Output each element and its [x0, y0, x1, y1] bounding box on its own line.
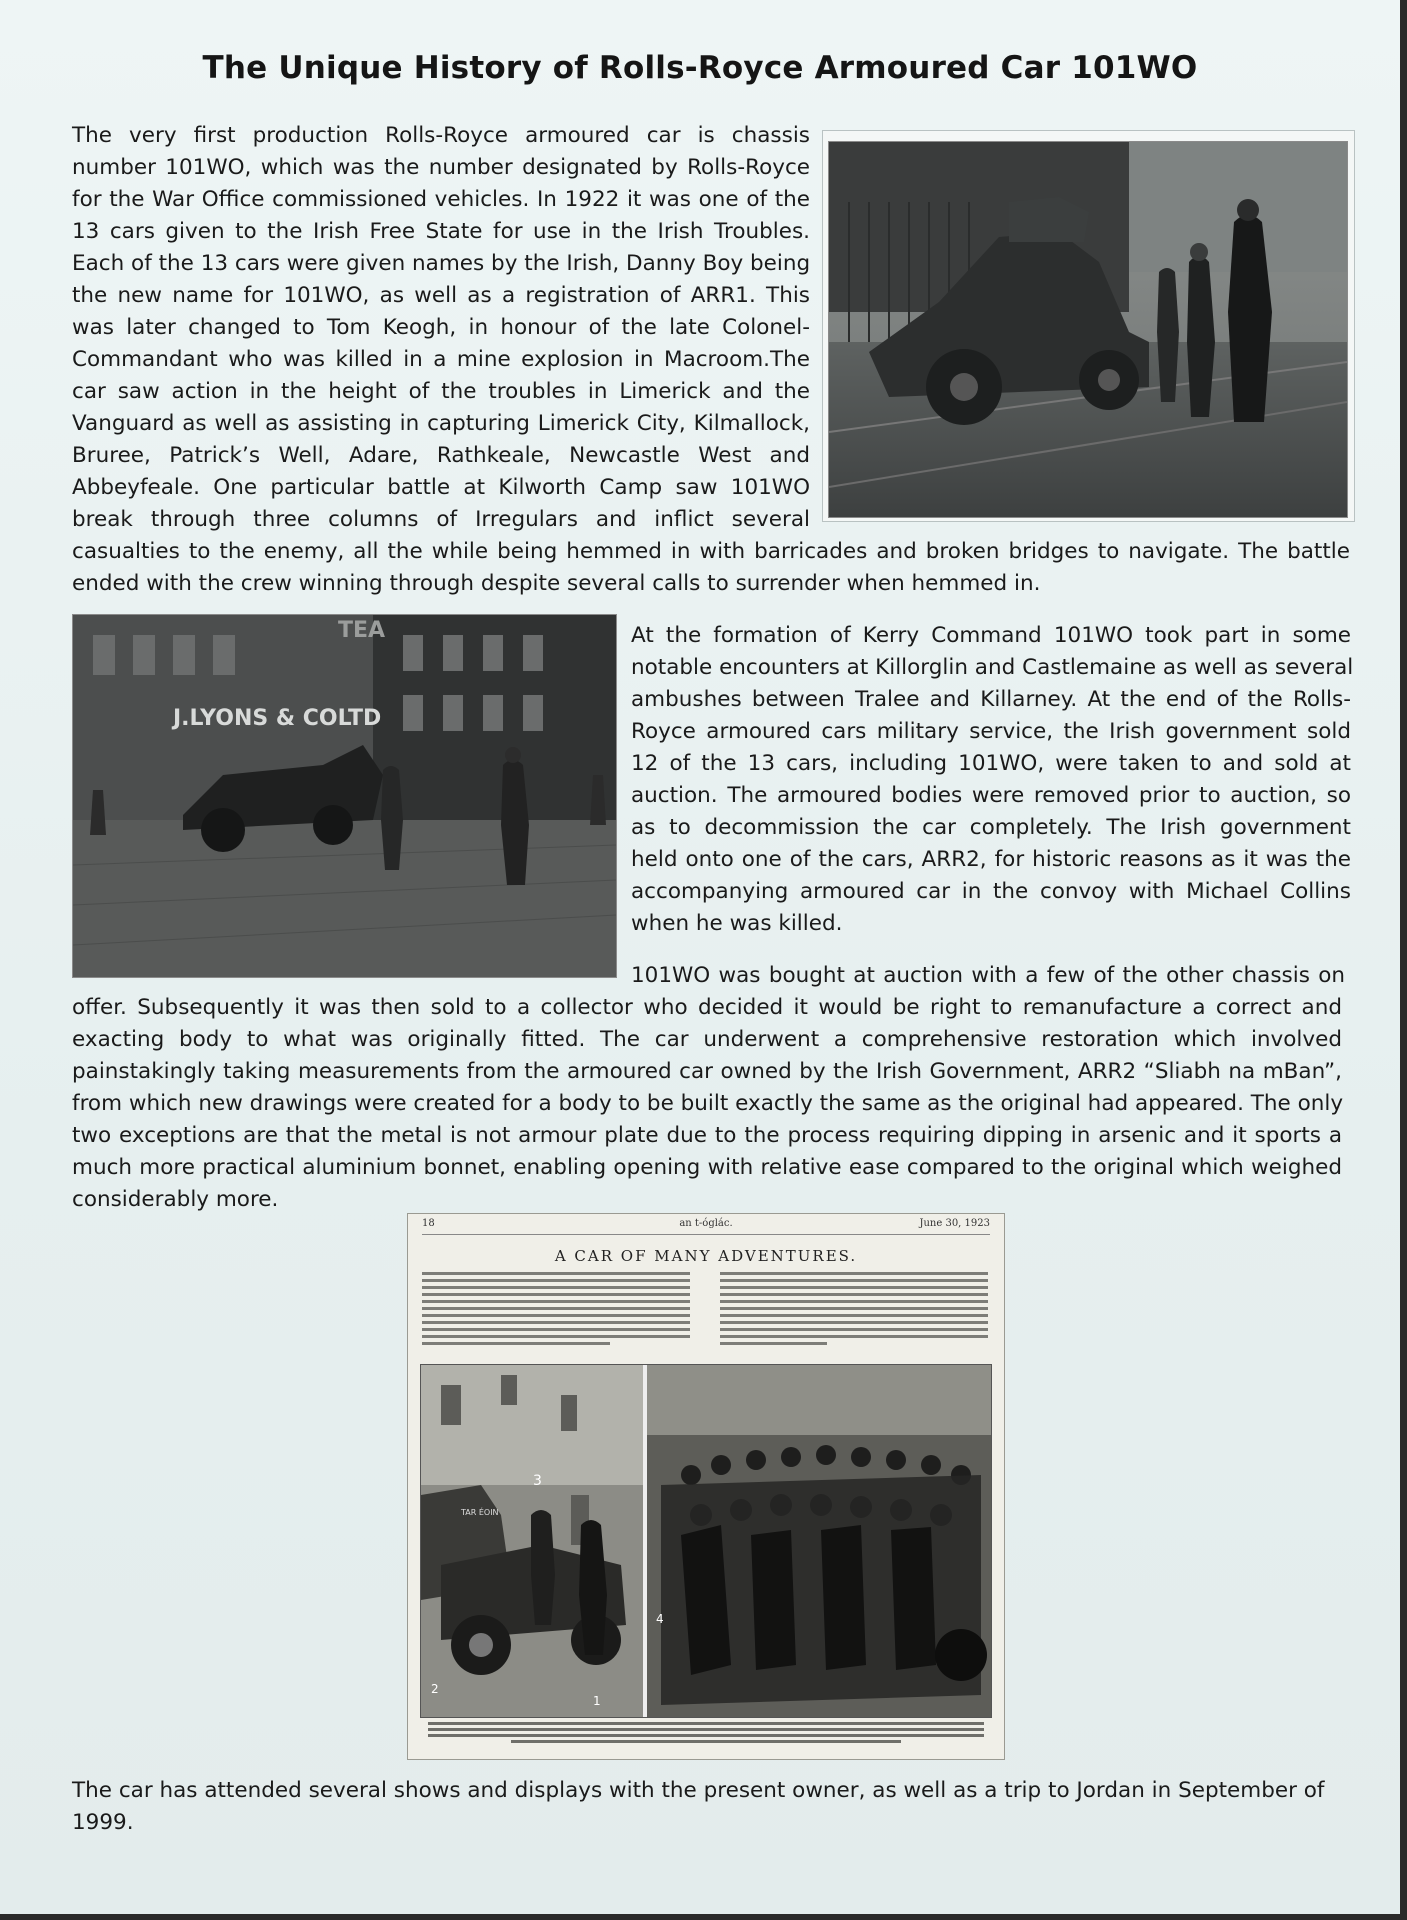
text-line: At the formation of Kerry Command 101WO took part in some	[631, 623, 1351, 648]
section2-text	[631, 620, 1354, 940]
text-line: Each of the 13 cars were given names by the Irish, Danny Boy being	[72, 251, 811, 276]
text-line: ambushes between Tralee and Killarney. At the end of the Rolls-	[631, 687, 1351, 712]
text-line: as to decommission the car completely. The Irish government	[631, 815, 1351, 840]
text-line: break through three columns of Irregulars and inflict several	[72, 507, 810, 532]
section3-first-line	[631, 960, 1345, 992]
car-label: TAR ÉOIN	[461, 1508, 499, 1517]
newspaper-photo-image	[421, 1365, 991, 1717]
text-line: car saw action in the height of the troubles in Limerick and the	[72, 379, 810, 404]
marker-1: 1	[593, 1694, 601, 1708]
text-line: Royce armoured cars military service, the Irish government sold	[631, 719, 1351, 744]
text-line: 13 cars given to the Irish Free State for use in the Irish Troubles.	[72, 219, 810, 244]
newspaper-headline: A CAR OF MANY ADVENTURES.	[554, 1247, 858, 1265]
marker-2: 2	[431, 1682, 439, 1696]
text-line: ended with the crew winning through despite several calls to surrender when hemmed in.	[72, 571, 1041, 596]
photo2-image	[73, 615, 616, 977]
newspaper-clipping	[407, 1213, 1005, 1760]
text-line: when he was killed.	[631, 911, 843, 936]
newspaper-header	[422, 1218, 990, 1232]
text-line: casualties to the enemy, all the while being hemmed in with barricades and broken bridges to navigate. The battle	[72, 539, 1350, 564]
text-line: was later changed to Tom Keogh, in honour of the late Colonel-	[72, 315, 810, 340]
marker-3: 3	[533, 1473, 542, 1489]
text-line: Abbeyfeale. One particular battle at Kilworth Camp saw 101WO	[72, 475, 810, 500]
text-line: from which new drawings were created for a body to be built exactly the same as the original had appeared. The only	[72, 1091, 1344, 1116]
text-line: painstakingly taking measurements from the armoured car owned by the Irish Government, ARR2 “Sliabh na mBan”,	[72, 1059, 1342, 1084]
text-line: Commandant who was killed in a mine explosion in Macroom.The	[72, 347, 810, 372]
marker-4: 4	[656, 1612, 664, 1626]
photo-lyons-street	[72, 614, 617, 978]
section3-text	[72, 992, 1342, 1216]
text-line: the new name for 101WO, as well as a registration of ARR1. This	[72, 283, 810, 308]
text-line: exacting body to what was originally fitted. The car underwent a comprehensive restoration which involved	[72, 1027, 1342, 1052]
text-line: number 101WO, which was the number designated by Rolls-Royce	[72, 155, 810, 180]
text-line: considerably more.	[72, 1187, 279, 1212]
sign-tea: TEA	[338, 618, 386, 643]
newspaper-page-number: 18	[422, 1218, 435, 1229]
newspaper-date: June 30, 1923	[919, 1218, 990, 1229]
photo1-image	[829, 142, 1347, 517]
text-line: two exceptions are that the metal is not armour plate due to the process requiring dipping in arsenic and it sports a	[72, 1123, 1342, 1148]
newspaper-column-right	[720, 1272, 988, 1368]
text-line: for the War Office commissioned vehicles. In 1922 it was one of the	[72, 187, 810, 212]
text-line: 101WO was bought at auction with a few of the other chassis on	[631, 963, 1345, 988]
text-line: accompanying armoured car in the convoy with Michael Collins	[631, 879, 1351, 904]
text-line: much more practical aluminium bonnet, enabling opening with relative ease compared to the original which weighed	[72, 1155, 1342, 1180]
text-line: Vanguard as well as assisting in capturing Limerick City, Kilmallock,	[72, 411, 810, 436]
newspaper-masthead: an t-óglác.	[679, 1218, 733, 1229]
newspaper-rule	[422, 1234, 990, 1235]
text-line: held onto one of the cars, ARR2, for historic reasons as it was the	[631, 847, 1351, 872]
text-line: 12 of the 13 cars, including 101WO, were taken to and sold at	[631, 751, 1351, 776]
footer-text: The car has attended several shows and displays with the present owner, as well as a trip to Jordan in September of 1999.	[72, 1778, 1325, 1835]
newspaper-photos	[420, 1364, 992, 1718]
page-title: The Unique History of Rolls-Royce Armoured Car 101WO	[202, 50, 1198, 86]
text-line: Bruree, Patrick’s Well, Adare, Rathkeale, Newcastle West and	[72, 443, 810, 468]
sign-j-lyons: J.LYONS & COLTD	[173, 706, 382, 731]
text-line: The very first production Rolls-Royce armoured car is chassis	[72, 123, 810, 148]
photo-armoured-car-street	[828, 141, 1348, 518]
section1-text	[72, 120, 810, 536]
text-line: notable encounters at Killorglin and Castlemaine as well as several	[631, 655, 1354, 680]
section1-text-wide	[72, 536, 1350, 600]
newspaper-column-left	[422, 1272, 690, 1368]
text-line: offer. Subsequently it was then sold to a collector who decided it would be right to remanufacture a correct and	[72, 995, 1342, 1020]
text-line: auction. The armoured bodies were removed prior to auction, so	[631, 783, 1351, 808]
newspaper-caption	[428, 1722, 984, 1746]
